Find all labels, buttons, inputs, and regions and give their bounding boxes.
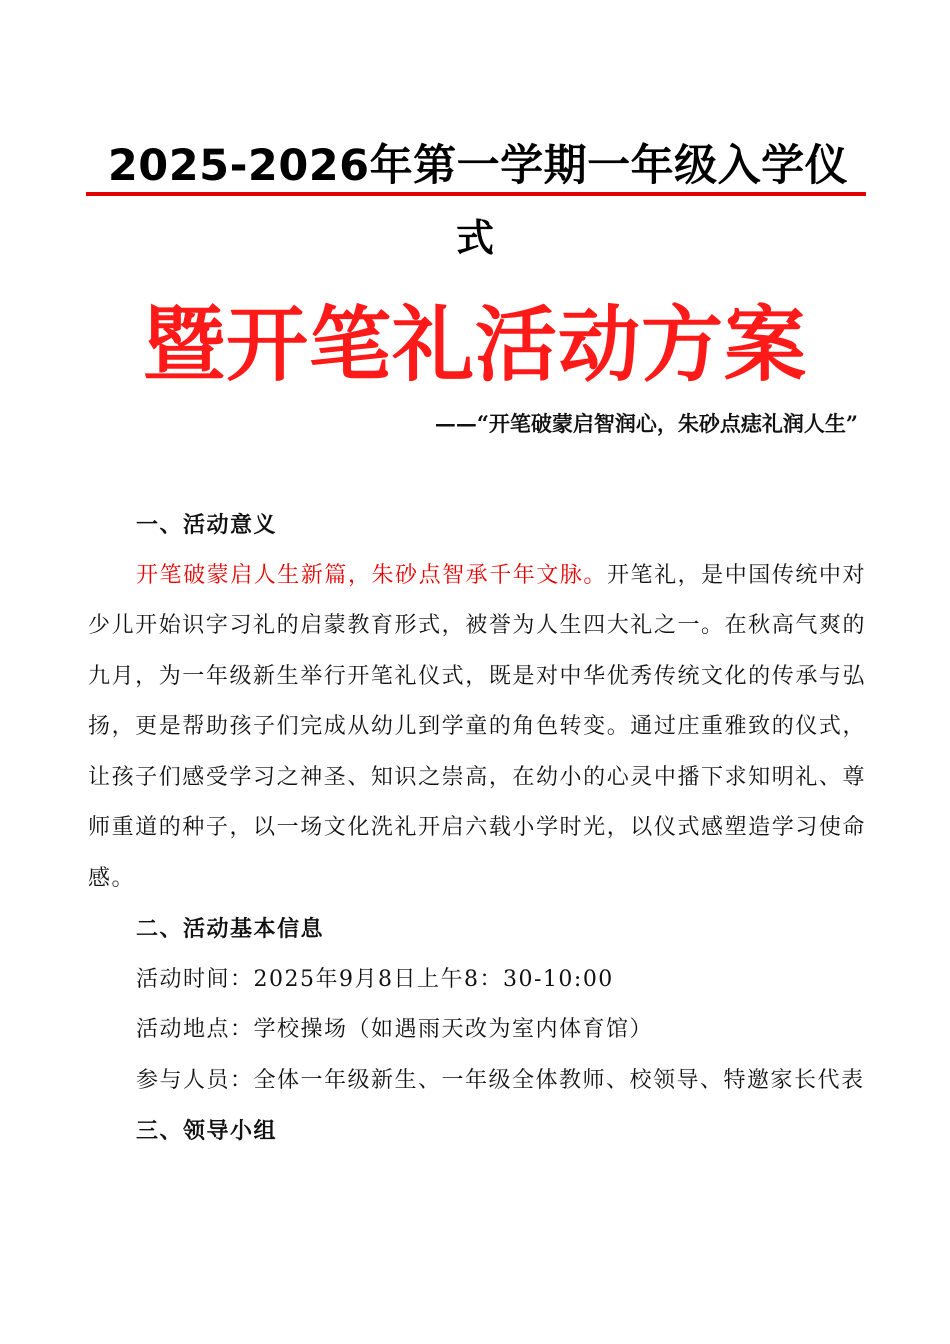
document-body: [88, 500, 866, 1157]
section-1-highlight: 开笔破蒙启人生新篇，朱砂点智承千年文脉。: [136, 562, 607, 588]
activity-place: 活动地点：学校操场（如遇雨天改为室内体育馆）: [136, 1017, 654, 1042]
section-1-body: 开笔礼，是中国传统中对少儿开始识字习礼的启蒙教育形式，被誉为人生四大礼之一。在秋高气爽的九月，为一年级新生举行开笔礼仪式，既是对中华优秀传统文化的传承与弘扬，更是帮助孩子们完成从幼儿到学童的角色转变。通过庄重雅致的仪式，让孩子们感受学习之神圣、知识之崇高，在幼小的心灵中播下求知明礼、尊师重道的种子，以一场文化洗礼开启六载小学时光，以仪式感塑造学习使命感。: [88, 562, 866, 891]
title-line-2: 式: [455, 216, 494, 260]
main-title: 暨开笔礼活动方案: [142, 298, 807, 393]
section-2-heading: 二、活动基本信息: [136, 916, 325, 942]
activity-time: 活动时间：2025年9月8日上午8：30-10:00: [136, 966, 614, 992]
section-1-heading: 一、活动意义: [136, 512, 278, 538]
title-line-1: 2025-2026年第一学期一年级入学仪: [107, 141, 849, 191]
title-underline: [86, 192, 866, 196]
section-1-paragraph: [88, 551, 866, 905]
section-3-heading: 三、领导小组: [136, 1118, 278, 1144]
subtitle-slogan: ——“开笔破蒙启智润心，朱砂点痣礼润人生”: [434, 411, 858, 436]
activity-participants: 参与人员：全体一年级新生、一年级全体教师、校领导、特邀家长代表: [136, 1067, 865, 1093]
